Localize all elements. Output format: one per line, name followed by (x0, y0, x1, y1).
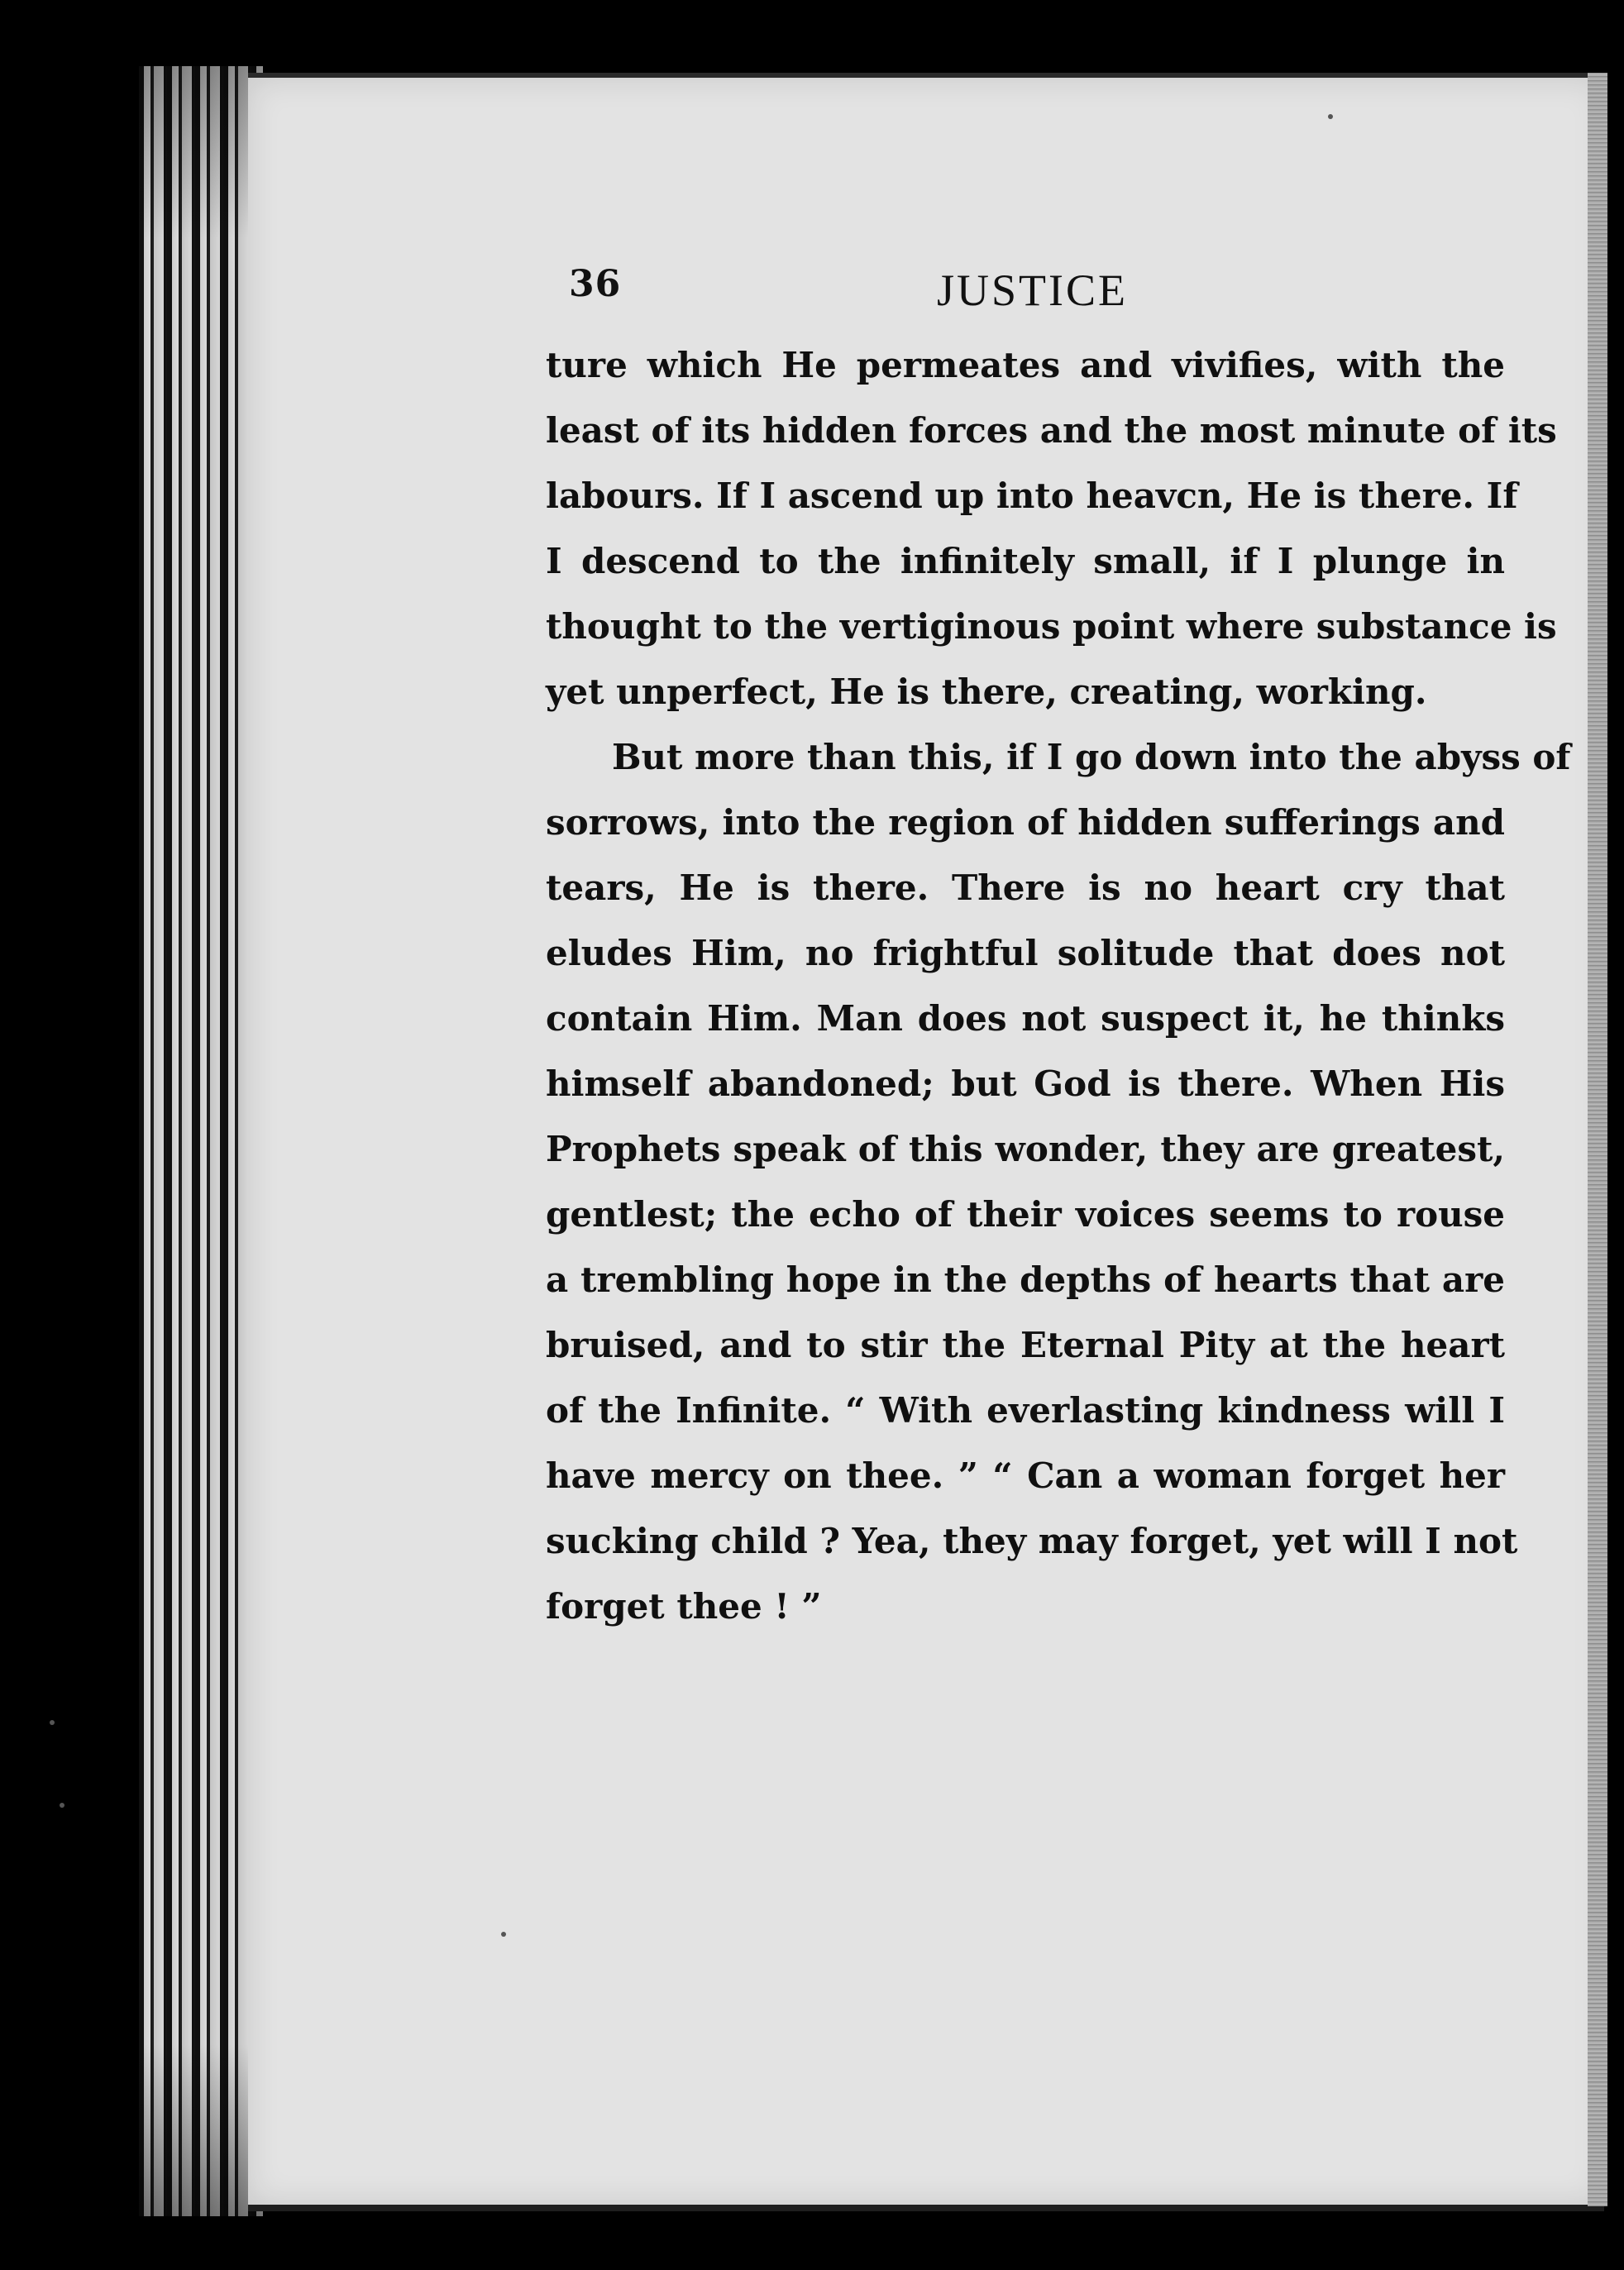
paragraph-2 (546, 724, 1571, 1639)
text-line: thought to the vertiginous point where substance is (546, 606, 1557, 647)
running-title: JUSTICE (937, 265, 1129, 315)
text-line: himself abandoned; but God is there. When His (546, 1063, 1505, 1104)
text-line: gentlest; the echo of their voices seems to rouse (546, 1194, 1505, 1235)
body-text (546, 332, 1571, 1639)
text-line: a trembling hope in the depths of hearts that are (546, 1259, 1505, 1300)
text-line: have mercy on thee. ” “ Can a woman forget her (546, 1455, 1505, 1496)
text-line: I descend to the infinitely small, if I plunge in (546, 541, 1505, 581)
text-line: sorrows, into the region of hidden sufferings and (546, 802, 1505, 843)
text-line: sucking child ? Yea, they may forget, yet will I not (546, 1521, 1518, 1561)
text-line: tears, He is there. There is no heart cry that (546, 867, 1505, 908)
scan-speck (50, 1720, 55, 1725)
text-line: yet unperfect, He is there, creating, working. (546, 671, 1427, 712)
text-line: contain Him. Man does not suspect it, he thinks (546, 998, 1505, 1039)
scan-speck (60, 1803, 64, 1808)
text-line: eludes Him, no frightful solitude that does not (546, 933, 1505, 973)
text-line: labours. If I ascend up into heavcn, He is there. If (546, 476, 1518, 516)
text-line: Prophets speak of this wonder, they are greatest, (546, 1129, 1505, 1169)
text-line: But more than this, if I go down into the abyss of (612, 737, 1571, 777)
spine-shadow (139, 66, 263, 2216)
text-line: forget thee ! ” (546, 1586, 822, 1627)
paragraph-1 (546, 332, 1557, 724)
text-line: of the Infinite. “ With everlasting kindness will I (546, 1390, 1505, 1431)
paper-speck (1328, 114, 1333, 119)
paper-speck (501, 1932, 506, 1937)
page-right-edge (1588, 73, 1607, 2206)
text-line: bruised, and to stir the Eternal Pity at the heart (546, 1325, 1505, 1365)
page-number: 36 (569, 263, 622, 305)
text-line: ture which He permeates and vivifies, with the (546, 345, 1505, 385)
running-head (569, 263, 1561, 321)
text-line: least of its hidden forces and the most minute of its (546, 410, 1557, 451)
